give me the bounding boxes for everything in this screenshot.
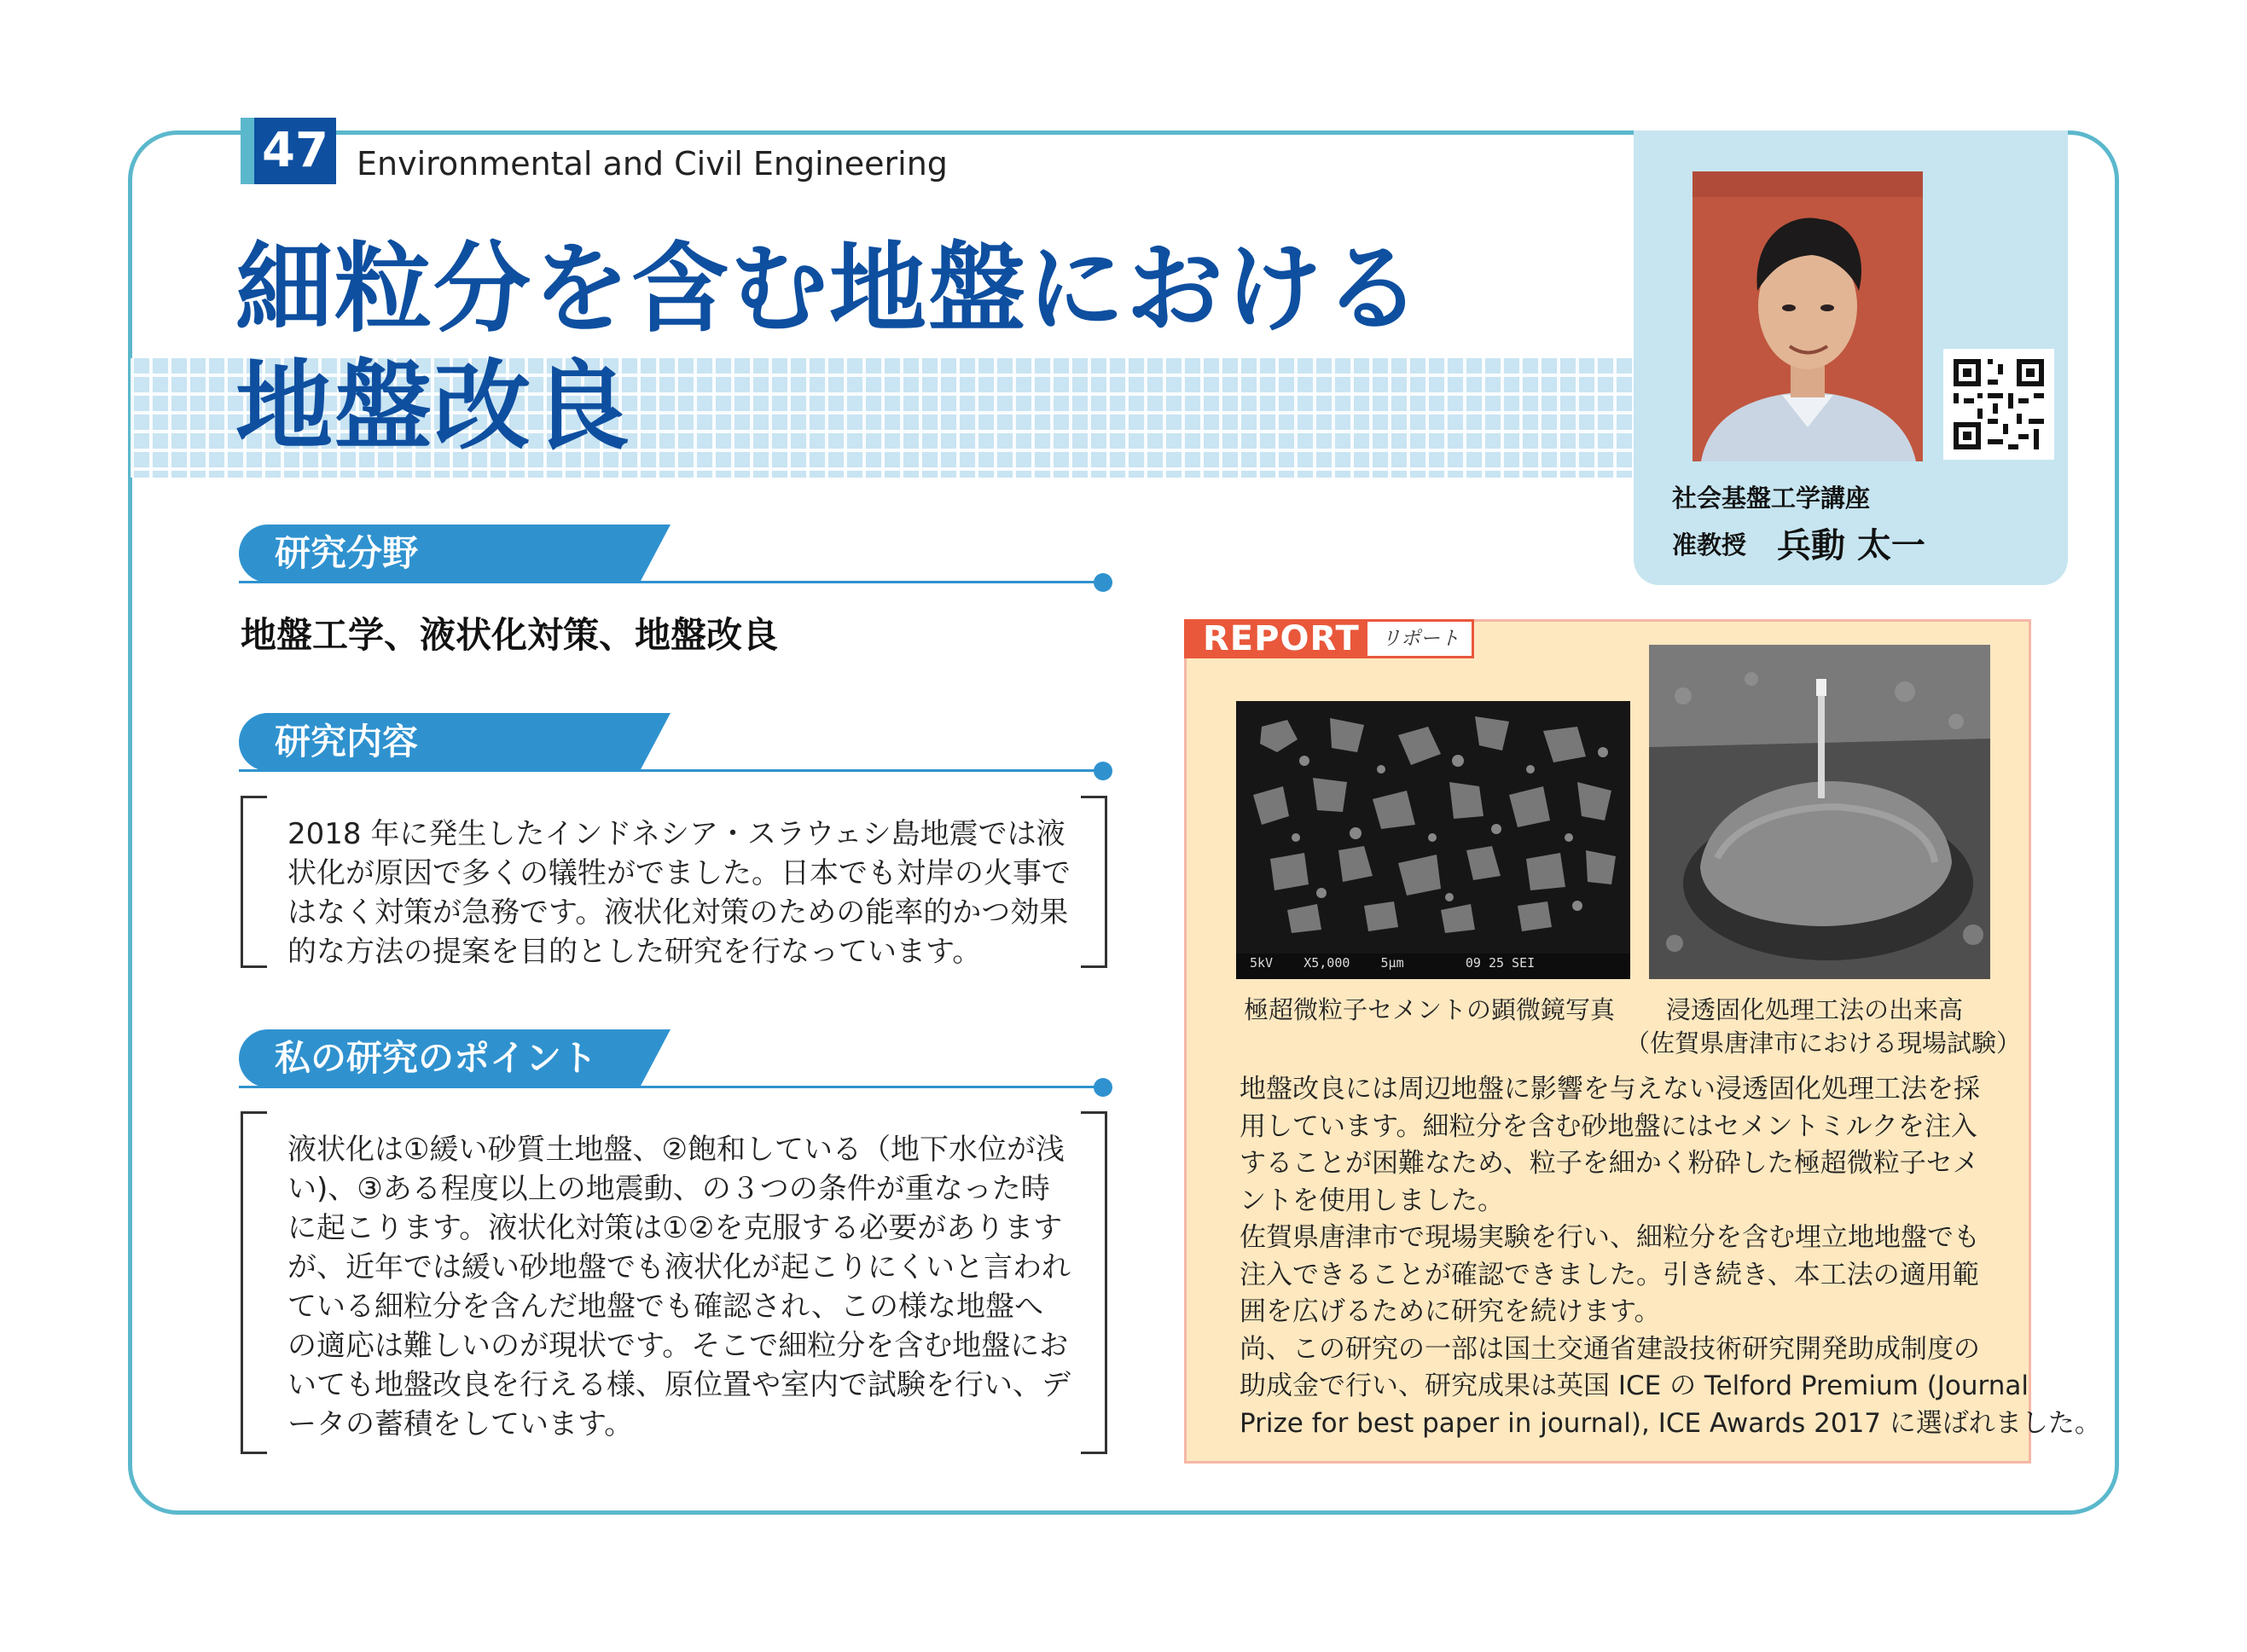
- qr-code-graphic: [1943, 349, 2054, 460]
- qr-code-icon[interactable]: [1943, 349, 2054, 460]
- portrait-photo: [1693, 171, 1923, 461]
- field-photo-caption-2: （佐賀県唐津市における現場試験）: [1625, 1029, 2022, 1058]
- research-field-text: 地盤工学、液状化対策、地盤改良: [241, 614, 779, 656]
- section-heading-point: 私の研究のポイント: [239, 1029, 640, 1087]
- page-number-badge: 47: [241, 118, 336, 184]
- research-content-text: 2018 年に発生したインドネシア・スラウェシ島地震では液状化が原因で多くの犠牲がでました。日本でも対岸の火事ではなく対策が急務です。液状化対策のための能率的かつ効果的な方法の提案を目的とした研究を行なっています。: [287, 817, 1071, 969]
- section-dot: [1094, 762, 1112, 780]
- report-line: 注入できることが確認できました。引き続き、本工法の適用範: [1240, 1259, 1979, 1290]
- section-heading-field: 研究分野: [239, 525, 640, 583]
- report-body: [1240, 1071, 2101, 1442]
- report-line: 尚、この研究の一部は国土交通省建設技術研究開発助成制度の: [1240, 1333, 1980, 1365]
- portrait-icon: [1693, 171, 1923, 461]
- report-line: 助成金で行い、研究成果は英国 ICE の Telford Premium (Journal: [1240, 1371, 2029, 1401]
- report-line: 用しています。細粒分を含む砂地盤にはセメントミルクを注入: [1240, 1110, 1977, 1142]
- section-heading-content: 研究内容: [239, 713, 640, 771]
- research-content-box: [241, 796, 1107, 968]
- microscope-scale-text: 5kV X5,000 5μm 09 25 SEI: [1250, 955, 1536, 971]
- report-line: 佐賀県唐津市で現場実験を行い、細粒分を含む埋立地地盤でも: [1240, 1222, 1980, 1253]
- section-rule: [239, 769, 1099, 772]
- section-dot: [1094, 573, 1112, 592]
- report-sub-label: リポート: [1367, 619, 1474, 658]
- report-line: 地盤改良には周辺地盤に影響を与えない浸透固化処理工法を採: [1240, 1074, 1980, 1104]
- page-title-line-1: 細粒分を含む地盤における: [235, 232, 1424, 345]
- report-line: することが困難なため、粒子を細かく粉砕した極超微粒子セメ: [1240, 1148, 1979, 1179]
- microscope-photo-caption: 極超微粒子セメントの顕微鏡写真: [1244, 995, 1616, 1024]
- research-point-box: [241, 1111, 1107, 1454]
- page-title-line-2: 地盤改良: [235, 350, 632, 463]
- page-title: [235, 230, 1423, 466]
- section-rule: [239, 1086, 1099, 1088]
- field-test-image-icon: [1649, 645, 1990, 979]
- report-badge: REPORT: [1184, 619, 1367, 658]
- profile-position: 准教授: [1672, 530, 1747, 559]
- field-photo-caption-1: 浸透固化処理工法の出来高: [1666, 995, 1964, 1024]
- section-rule: [239, 581, 1099, 583]
- research-point-text: 液状化は①緩い砂質土地盤、②飽和している（地下水位が浅い)、③ある程度以上の地震動、の３つの条件が重なった時に起こります。液状化対策は①②を克服する必要がありますが、近年では緩い砂地盤でも液状化が起こりにくいと言われている細粒分を含んだ地盤でも確認され、この様な地盤への適応は難しいのが現状です。そこで細粒分を含む地盤においても地盤改良を行える様、原位置や室内で試験を行い、データの蓄積をしています。: [287, 1133, 1071, 1441]
- microscope-photo: [1236, 701, 1630, 979]
- field-test-photo: [1649, 645, 1990, 979]
- report-line: ントを使用しました。: [1240, 1185, 1504, 1216]
- section-dot: [1094, 1078, 1112, 1097]
- report-line: Prize for best paper in journal), ICE Awards 2017 に選ばれました。: [1240, 1407, 2101, 1439]
- microscope-image-icon: [1236, 701, 1630, 979]
- report-line: 囲を広げるために研究を続けます。: [1240, 1296, 1661, 1327]
- profile-department: 社会基盤工学講座: [1672, 484, 1871, 513]
- department-label: Environmental and Civil Engineering: [357, 145, 948, 183]
- profile-name: 兵動 太一: [1777, 526, 1925, 565]
